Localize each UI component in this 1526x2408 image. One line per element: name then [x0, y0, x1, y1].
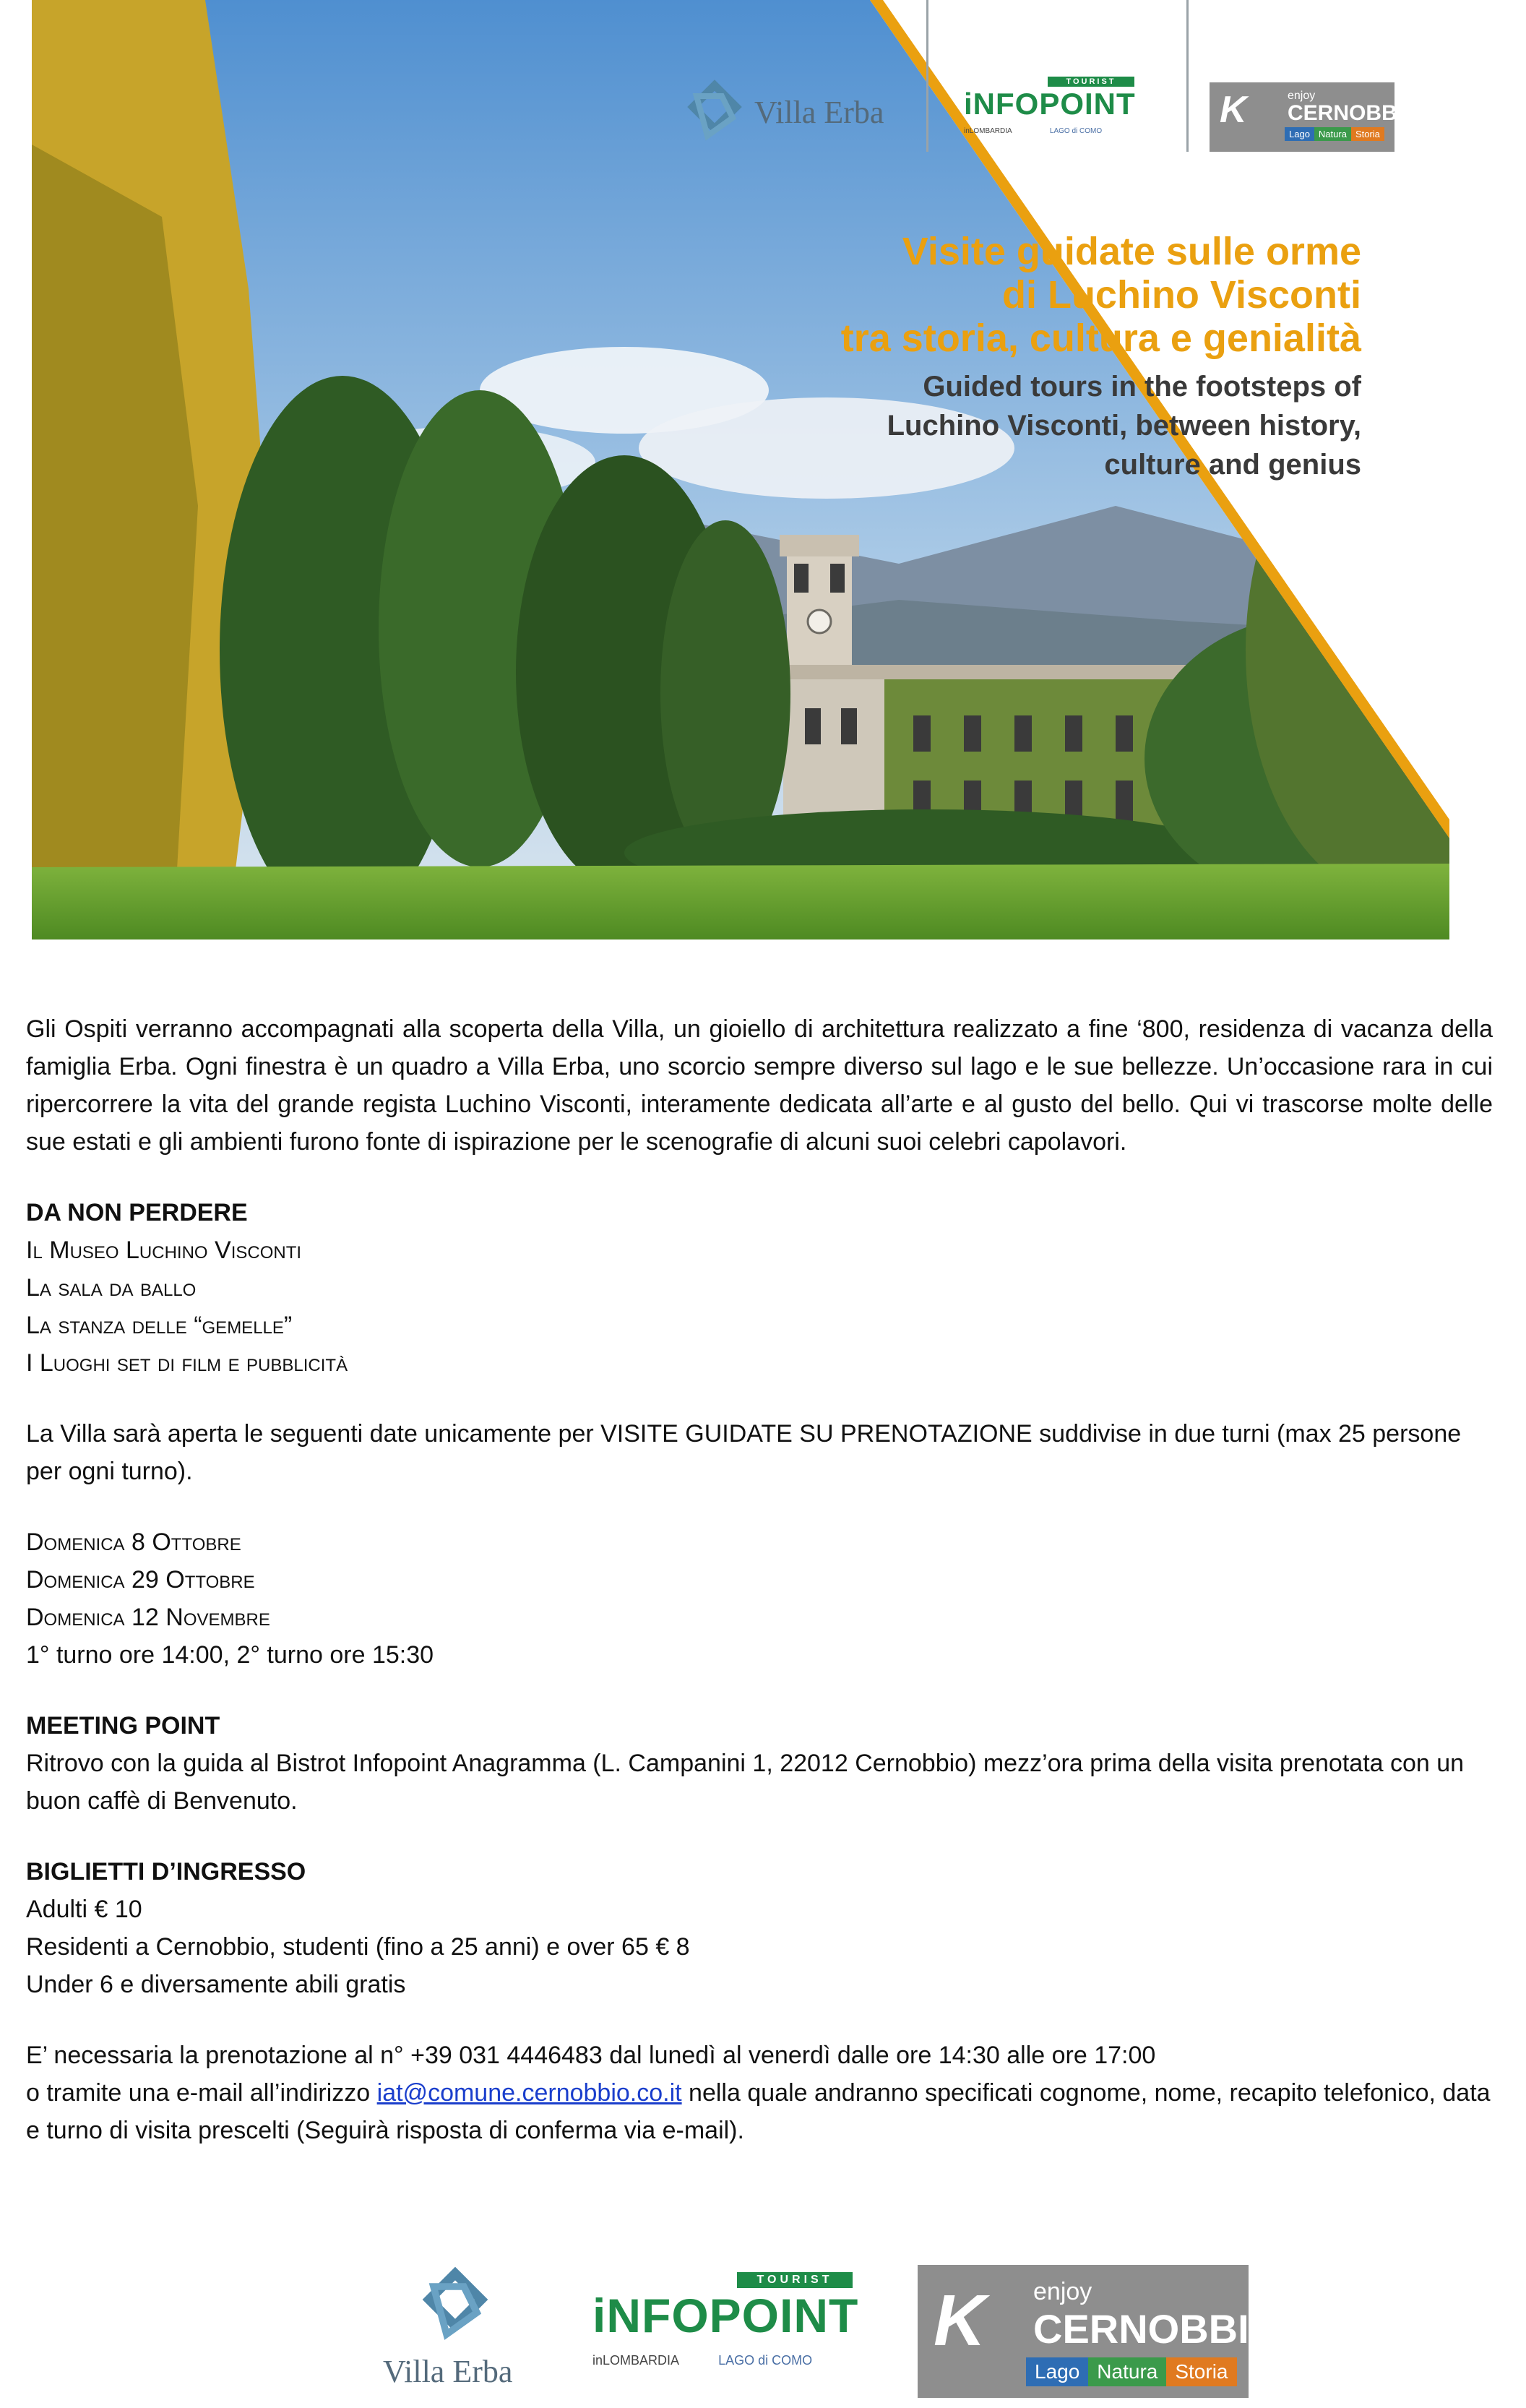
hero-title-italian [841, 230, 1361, 360]
highlight-item: La sala da ballo [26, 1274, 197, 1302]
date-item: Domenica 29 Ottobre [26, 1566, 255, 1594]
enjoy-tag-lago: Lago [1285, 127, 1314, 141]
footer-inlombardia-text: inLOMBARDIA [592, 2353, 679, 2368]
hero-title-english [841, 367, 1361, 484]
date-item: Domenica 12 Novembre [26, 1604, 270, 1631]
highlight-item: Il Museo Luchino Visconti [26, 1237, 302, 1264]
opening-paragraph: La Villa sarà aperta le seguenti date unicamente per VISITE GUIDATE SU PRENOTAZIONE suddivise in due turni (max 25 persone per ogni turno). [26, 1420, 1462, 1485]
highlights-section [26, 1194, 1493, 1382]
footer-enjoy-cernobbio-logo [918, 2265, 1281, 2398]
email-link[interactable]: iat@comune.cernobbio.co.it [376, 2079, 682, 2107]
enjoy-logo-tags [1285, 127, 1384, 141]
footer-enjoy-tags [1026, 2357, 1237, 2386]
hero-logo-bar [653, 0, 1449, 166]
villa-erba-logo [682, 78, 899, 150]
hero-banner [32, 0, 1449, 939]
footer-infopoint-logo [592, 2272, 881, 2395]
footer-villa-erba-logo [376, 2265, 535, 2395]
tickets-heading: BIGLIETTI D’INGRESSO [26, 1858, 306, 1885]
footer-infopoint-text: iNFOPOINT [592, 2289, 859, 2342]
booking-email-line [26, 2074, 1493, 2149]
dates-section [26, 1523, 1493, 1674]
booking-line2-pre: o tramite una e-mail all’indirizzo [26, 2079, 377, 2107]
infopoint-sublogos [964, 127, 1102, 135]
tickets-section [26, 1853, 1493, 2003]
lago-como-logo-text: LAGO di COMO [1049, 127, 1103, 135]
enjoy-tag-storia: Storia [1351, 127, 1384, 141]
highlight-item: La stanza delle “gemelle” [26, 1312, 293, 1339]
logo-divider [1186, 0, 1189, 152]
enjoy-cernobbio-mark-icon: K [1220, 89, 1247, 131]
ticket-line: Residenti a Cernobbio, studenti (fino a 25 anni) e over 65 € 8 [26, 1933, 690, 1961]
footer-enjoy-tag-natura: Natura [1088, 2357, 1166, 2386]
hero-title [841, 230, 1361, 484]
infopoint-logo-text: iNFOPOINT [964, 87, 1136, 121]
hero-title-en-line: Luchino Visconti, between history, [887, 410, 1361, 442]
footer-infopoint-tourist-label: TOURIST [737, 2272, 853, 2288]
date-item: Domenica 8 Ottobre [26, 1528, 241, 1556]
enjoy-cernobbio-logo [1210, 82, 1421, 152]
footer-infopoint-sublogos [592, 2353, 812, 2368]
enjoy-cernobbio-mark-icon: K [934, 2280, 986, 2361]
footer-enjoy-tag-storia: Storia [1166, 2357, 1236, 2386]
booking-line: E’ necessaria la prenotazione al n° +39 031 4446483 dal lunedì al venerdì dalle ore 14:30 alle ore 17:00 [26, 2042, 1156, 2069]
intro-paragraph: Gli Ospiti verranno accompagnati alla scoperta della Villa, un gioiello di architettura realizzato a fine ‘800, residenza di vacanza della famiglia Erba. Ogni finestra è un quadro a Villa Erba, uno scorcio sempre diverso sul lago e le sue bellezze. Un’occasione rara in cui ripercorrere la vita del grande regista Luchino Visconti, interamente dedicata all’arte e al gusto del bello. Qui vi trascorse molte delle sue estati e gli ambienti furono fonte di ispirazione per le scenografie di alcuni suoi celebri capolavori. [26, 1015, 1493, 1156]
infopoint-tourist-label: TOURIST [1048, 77, 1134, 87]
hero-title-en-line: culture and genius [1104, 449, 1361, 481]
hero-title-en-line: Guided tours in the footsteps of [923, 371, 1361, 403]
turns-text: 1° turno ore 14:00, 2° turno ore 15:30 [26, 1641, 434, 1669]
booking-line2-post: nella quale andranno specificati cognome, nome, recapito telefonico, data e turno di visita prescelti (Seguirà risposta di conferma via e-mail). [26, 2079, 1491, 2144]
inlombardia-logo-text: inLOMBARDIA [964, 127, 1012, 135]
highlight-item: I Luoghi set di film e pubblicità [26, 1349, 348, 1377]
footer-enjoy-small-text: enjoy [1033, 2278, 1092, 2305]
meeting-text: Ritrovo con la guida al Bistrot Infopoint Anagramma (L. Campanini 1, 22012 Cernobbio) mezz’ora prima della visita prenotata con un buon caffè di Benvenuto. [26, 1750, 1465, 1815]
enjoy-tag-natura: Natura [1314, 127, 1351, 141]
footer-enjoy-big-text: CERNOBBIO [1033, 2306, 1281, 2352]
meeting-heading: MEETING POINT [26, 1712, 220, 1740]
footer-lago-como-text: LAGO di COMO [718, 2353, 813, 2368]
enjoy-logo-small-text: enjoy [1288, 90, 1316, 102]
footer-logos [376, 2261, 1281, 2398]
villa-erba-knot-icon [682, 78, 747, 150]
meeting-section [26, 1707, 1493, 1820]
ticket-line: Adulti € 10 [26, 1896, 142, 1923]
hero-title-it-line: tra storia, cultura e genialità [840, 317, 1361, 360]
document-body [26, 1010, 1493, 2149]
highlights-heading: DA NON PERDERE [26, 1199, 248, 1226]
footer-villa-erba-text: Villa Erba [383, 2354, 513, 2389]
logo-divider [926, 0, 928, 152]
ticket-line: Under 6 e diversamente abili gratis [26, 1971, 406, 1998]
hero-title-it-line: di Luchino Visconti [1001, 273, 1361, 317]
villa-erba-knot-icon [405, 2265, 506, 2352]
booking-section [26, 2037, 1493, 2149]
footer-enjoy-tag-lago: Lago [1026, 2357, 1088, 2386]
villa-erba-logo-text: Villa Erba [754, 95, 884, 130]
enjoy-logo-big-text: CERNOBBIO [1288, 101, 1421, 125]
infopoint-logo [964, 77, 1152, 156]
hero-title-it-line: Visite guidate sulle orme [902, 230, 1361, 273]
